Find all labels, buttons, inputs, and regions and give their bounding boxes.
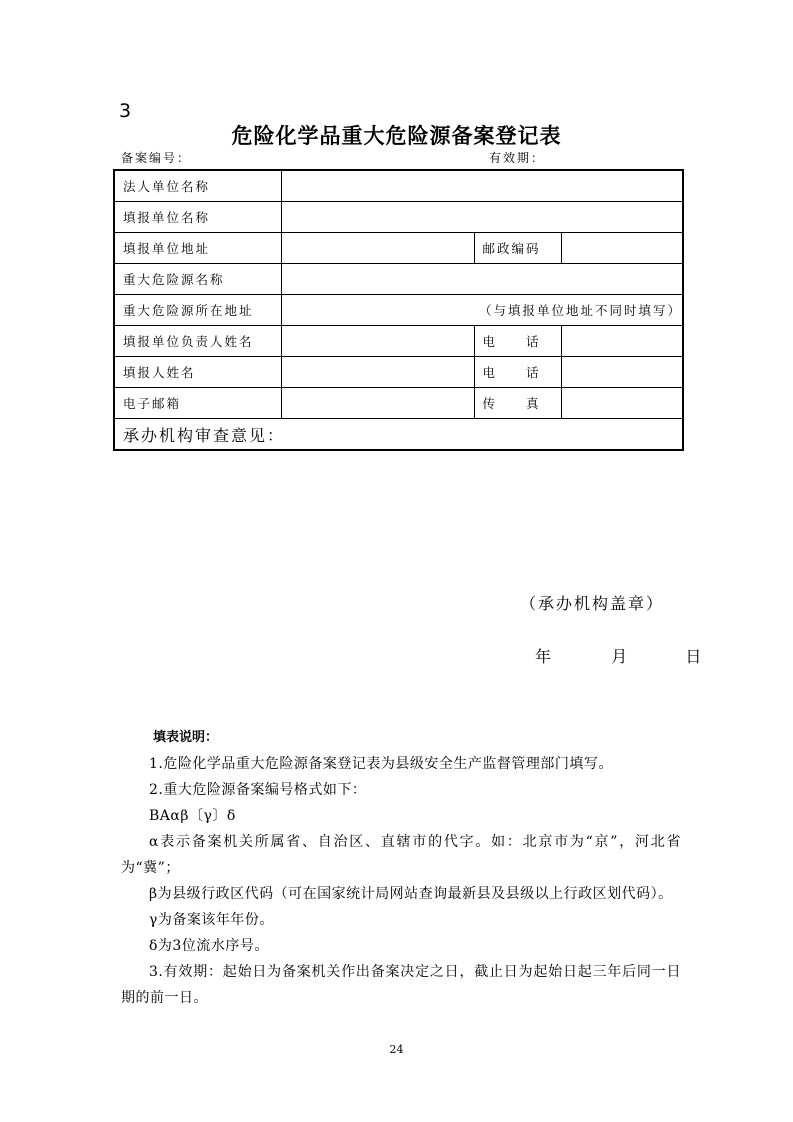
instruction-item: 3.有效期：起始日为备案机关作出备案决定之日，截止日为起始日起三年后同一日期的前一日。 [121,964,681,1006]
email-field[interactable] [281,388,474,419]
form-row [114,388,683,419]
instruction-item: β为县级行政区代码（可在国家统计局网站查询最新县及县级以上行政区划代码）。 [149,886,673,902]
seal-label: （承办机构盖章） [520,594,665,613]
responsible-name-field[interactable] [281,326,474,357]
responsible-name-label: 填报单位负责人姓名 [114,326,281,357]
legal-unit-field[interactable] [281,170,683,202]
filler-name-field[interactable] [281,357,474,388]
fax-label: 传 真 [474,388,561,419]
hazard-address-field[interactable] [281,295,683,326]
instruction-item: BAαβ〔γ〕δ [149,808,236,824]
form-row [114,170,683,202]
registration-form [113,169,704,666]
hazard-address-note: （与填报单位地址不同时填写） [479,303,683,318]
hazard-address-label: 重大危险源所在地址 [114,295,281,326]
filler-phone-label: 电 话 [474,357,561,388]
hazard-name-field[interactable] [281,264,683,295]
instruction-item: 2.重大危险源备案编号格式如下： [149,782,367,798]
page-title: 危险化学品重大危险源备案登记表 [231,124,562,148]
instruction-item: α表示备案机关所属省、自治区、直辖市的代字。如：北京市为“京”，河北省为“冀”； [121,834,681,876]
page-number: 24 [389,1043,404,1056]
form-row [114,419,683,451]
section-number: 3 [119,100,132,122]
email-label: 电子邮箱 [114,388,281,419]
filler-name-label: 填报人姓名 [114,357,281,388]
record-number-label: 备案编号： [121,151,192,165]
postal-code-field[interactable] [561,233,683,264]
form-row [114,264,683,295]
hazard-name-label: 重大危险源名称 [114,264,281,295]
phone-label: 电 话 [474,326,561,357]
form-row [114,233,683,264]
instruction-item: δ为3位流水序号。 [149,938,269,954]
form-row [114,326,683,357]
form-row [114,357,683,388]
validity-label: 有效期： [489,151,546,165]
day-label: 日 [685,647,704,666]
filing-unit-label: 填报单位名称 [114,202,281,233]
date-line [535,644,703,667]
phone-field[interactable] [561,326,683,357]
year-label: 年 [535,647,554,666]
instruction-item: 1.危险化学品重大危险源备案登记表为县级安全生产监督管理部门填写。 [149,756,613,772]
review-opinion-label: 承办机构审查意见： [123,425,286,445]
instruction-item: γ为备案该年年份。 [149,912,274,928]
filing-address-field[interactable] [281,233,474,264]
instructions-heading: 填表说明： [153,730,219,745]
filler-phone-field[interactable] [561,357,683,388]
filing-address-label: 填报单位地址 [114,233,281,264]
legal-unit-label: 法人单位名称 [114,170,281,202]
filling-instructions [121,725,681,1011]
form-row [114,295,683,326]
review-opinion-area[interactable] [114,419,704,666]
postal-code-label: 邮政编码 [474,233,561,264]
form-row [114,202,683,233]
fax-field[interactable] [561,388,683,419]
filing-unit-field[interactable] [281,202,683,233]
month-label: 月 [611,647,630,666]
